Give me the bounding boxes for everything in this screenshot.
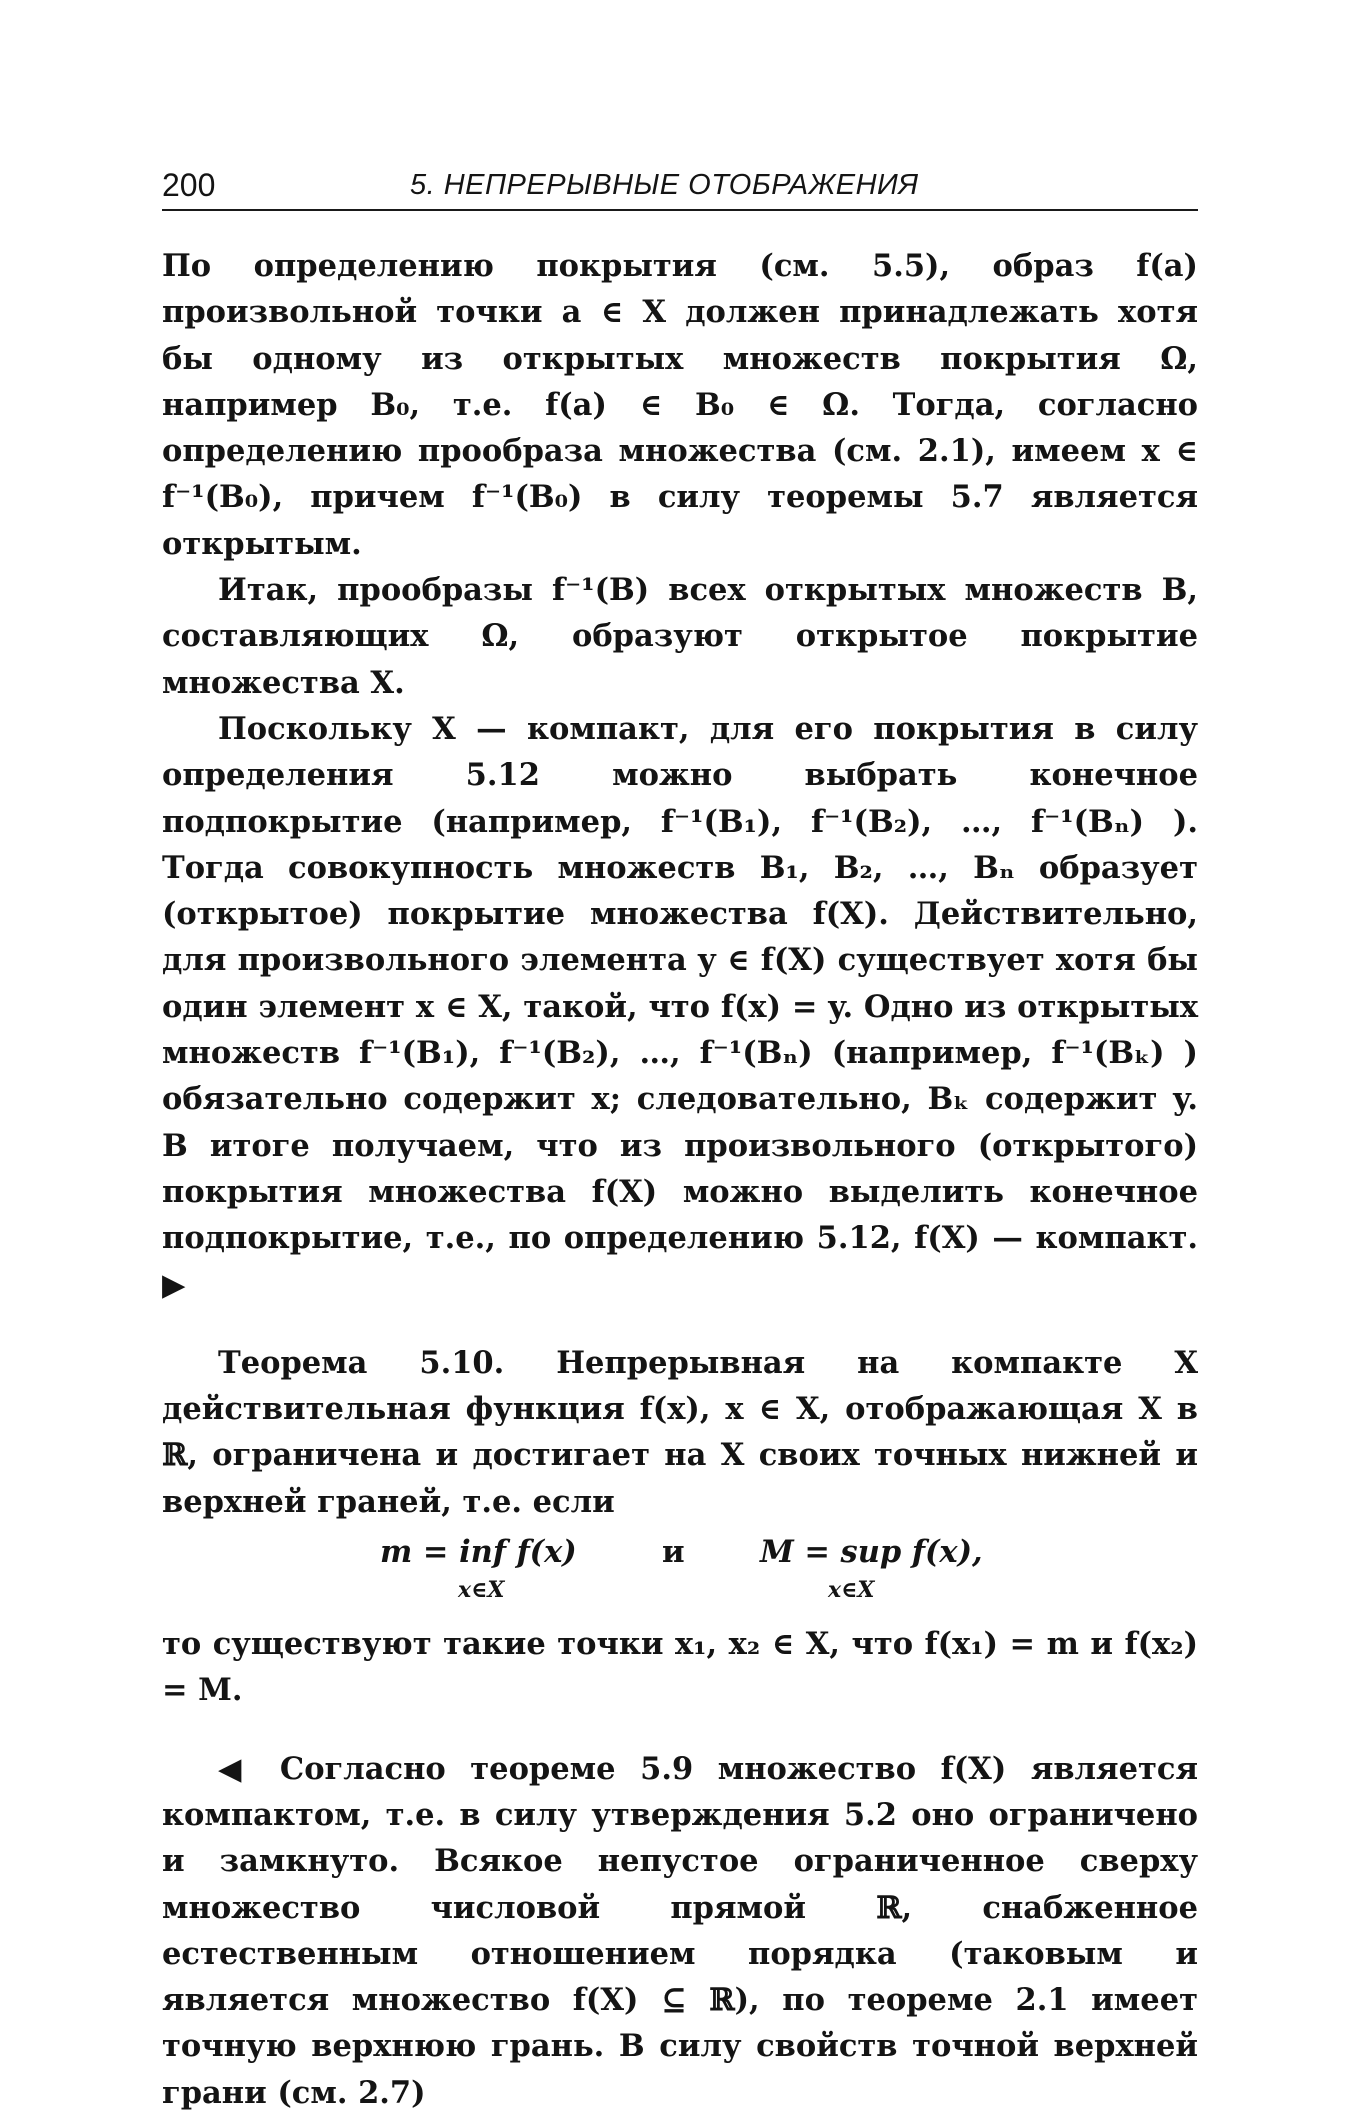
theorem-text: Непрерывная на компакте X действительная функция f(x), x ∈ X, отображающая X в ℝ, ограничена и достигает на X своих точных нижней и верхней граней, т.е. если: [162, 1344, 1199, 1520]
theorem-label: Теорема 5.10.: [218, 1344, 505, 1381]
formula-sup-subscript: x∈X: [828, 1577, 875, 1604]
paragraph-proof-start: ◀ Согласно теореме 5.9 множество f(X) является компактом, т.е. в силу утверждения 5.2 оно ограничено и замкнуто. Всякое непустое ограниченное сверху множество числовой прямой ℝ, снабженное естественным отношением порядка (таковым и является множество f(X) ⊆ ℝ), по теореме 2.1 имеет точную верхнюю грань. В силу свойств точной верхней грани (см. 2.7): [162, 1750, 1198, 2111]
formula-inf: m = inf f(x): [380, 1534, 577, 1571]
page-number: 200: [162, 167, 216, 203]
paragraph-preimages: Итак, прообразы f⁻¹(B) всех открытых множеств B, составляющих Ω, образуют открытое покрытие множества X.: [162, 572, 1198, 701]
formula-sup: M = sup f(x),: [760, 1534, 983, 1571]
paragraph-compact-proof: Поскольку X — компакт, для его покрытия в силу определения 5.12 можно выбрать конечное подпокрытие (например, f⁻¹(B₁), f⁻¹(B₂), …, f⁻¹(Bₙ) ). Тогда совокупность множеств B₁, B₂, …, Bₙ образует (открытое) покрытие множества f(X). Действительно, для произвольного элемента y ∈ f(X) существует хотя бы один элемент x ∈ X, такой, что f(x) = y. Одно из открытых множеств f⁻¹(B₁), f⁻¹(B₂), …, f⁻¹(Bₙ) (например, f⁻¹(Bₖ) ) обязательно содержит x; следовательно, Bₖ содержит y. В итоге получаем, что из произвольного (открытого) покрытия множества f(X) можно выделить конечное подпокрытие, т.е., по определению 5.12, f(X) — компакт. ▶: [162, 710, 1198, 1303]
chapter-title: 5. НЕПРЕРЫВНЫЕ ОТОБРАЖЕНИЯ: [410, 169, 919, 201]
paragraph-after-formula: то существуют такие точки x₁, x₂ ∈ X, что f(x₁) = m и f(x₂) = M.: [162, 1626, 1198, 1709]
paragraph-cover-definition: По определению покрытия (см. 5.5), образ f(a) произвольной точки a ∈ X должен принадлежать хотя бы одному из открытых множеств покрытия Ω, например B₀, т.е. f(a) ∈ B₀ ∈ Ω. Тогда, согласно определению прообраза множества (см. 2.1), имеем x ∈ f⁻¹(B₀), причем f⁻¹(B₀) в силу теоремы 5.7 является открытым.: [162, 248, 1198, 562]
running-header: [162, 165, 1198, 211]
page-body: [162, 243, 1198, 2116]
formula-and: и: [662, 1534, 685, 1571]
theorem-5-10: [162, 1340, 1198, 1525]
display-formula: [162, 1525, 1198, 1621]
formula-inf-subscript: x∈X: [458, 1577, 505, 1604]
